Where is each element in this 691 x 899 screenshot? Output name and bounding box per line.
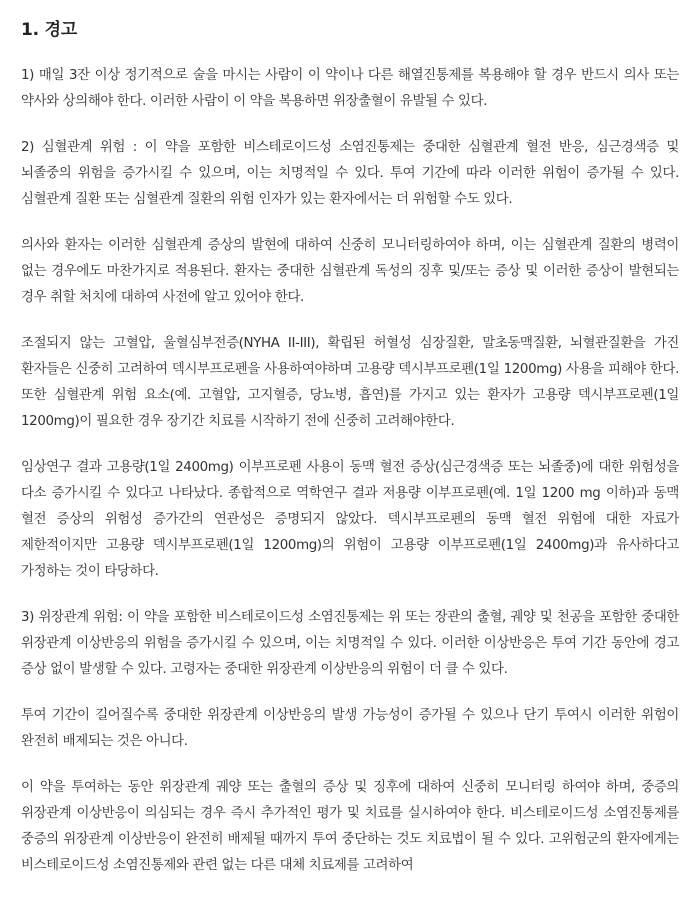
paragraph-cardiovascular-monitoring: 의사와 환자는 이러한 심혈관계 증상의 발현에 대하여 신중히 모니터링하여야 하며, 이는 심혈관계 질환의 병력이 없는 경우에도 마찬가지로 적용된다. 환자는 중대한 심혈관계 독성의 징후 및/또는 증상 및 이러한 증상이 발현되는 경우 취할 처치에 대하여 사전에 알고 있어야 한다. [21,238,679,305]
paragraph-gastrointestinal-risk: 3) 위장관계 위험: 이 약을 포함한 비스테로이드성 소염진통제는 위 또는 장관의 출혈, 궤양 및 천공을 포함한 중대한 위장관계 이상반응의 위험을 증가시킬 수 있으며, 이는 치명적일 수 있다. 이러한 이상반응은 투여 기간 동안에 경고 증상 없이 발생할 수 있다. 고령자는 중대한 위장관계 이상반응의 위험이 더 클 수 있다. [21,610,679,677]
paragraph-treatment-duration: 투여 기간이 길어질수록 중대한 위장관계 이상반응의 발생 가능성이 증가될 수 있으나 단기 투여시 이러한 위험이 완전히 배제되는 것은 아니다. [21,708,679,749]
section-heading: 1. 경고 [21,20,78,40]
paragraph-high-risk-patients: 조절되지 않는 고혈압, 울혈심부전증(NYHA II-III), 확립된 허혈성 심장질환, 말초동맥질환, 뇌혈관질환을 가진 환자들은 신중히 고려하여 덱시부프로펜을 사용하여야하며 고용량 덱시부프로펜(1일 1200mg) 사용을 피해야 한다. 또한 심혈관계 위험 요소(예. 고혈압, 고지혈증, 당뇨병, 흡연)를 가지고 있는 환자가 고용량 덱시부프로펜(1일 1200mg)이 필요한 경우 장기간 치료를 시작하기 전에 신중히 고려해야한다. [21,336,679,429]
paragraph-gastrointestinal-monitoring: 이 약을 투여하는 동안 위장관계 궤양 또는 출혈의 증상 및 징후에 대하여 신중히 모니터링 하여야 하며, 중증의 위장관계 이상반응이 의심되는 경우 즉시 추가적인 평가 및 치료를 실시하여야 한다. 비스테로이드성 소염진통제를 중증의 위장관계 이상반응이 완전히 배제될 때까지 투여 중단하는 것도 치료법이 될 수 있다. 고위험군의 환자에게는 비스테로이드성 소염진통제와 관련 없는 다른 대체 치료제를 고려하여 [21,780,679,873]
paragraph-alcohol-warning: 1) 매일 3잔 이상 정기적으로 술을 마시는 사람이 이 약이나 다른 해열진통제를 복용해야 할 경우 반드시 의사 또는 약사와 상의해야 한다. 이러한 사람이 이 약을 복용하면 위장출혈이 유발될 수 있다. [21,68,679,109]
paragraph-cardiovascular-risk: 2) 심혈관계 위험 : 이 약을 포함한 비스테로이드성 소염진통제는 중대한 심혈관계 혈전 반응, 심근경색증 및 뇌졸중의 위험을 증가시킬 수 있으며, 이는 치명적일 수 있다. 투여 기간에 따라 이러한 위험이 증가될 수 있다. 심혈관계 질환 또는 심혈관계 질환의 위험 인자가 있는 환자에서는 더 위험할 수도 있다. [21,140,679,207]
paragraph-clinical-studies: 임상연구 결과 고용량(1일 2400mg) 이부프로펜 사용이 동맥 혈전 증상(심근경색증 또는 뇌졸중)에 대한 위험성을 다소 증가시킬 수 있다고 나타났다. 종합적으로 역학연구 결과 저용량 이부프로펜(예. 1일 1200 mg 이하)과 동맥 혈전 증상의 위험성 증가간의 연관성은 증명되지 않았다. 덱시부프로펜의 동맥 혈전 위험에 대한 자료가 제한적이지만 고용량 덱시부프로펜(1일 1200mg)의 위험이 고용량 이부프로펜(1일 2400mg)과 유사하다고 가정하는 것이 타당하다. [21,460,679,579]
